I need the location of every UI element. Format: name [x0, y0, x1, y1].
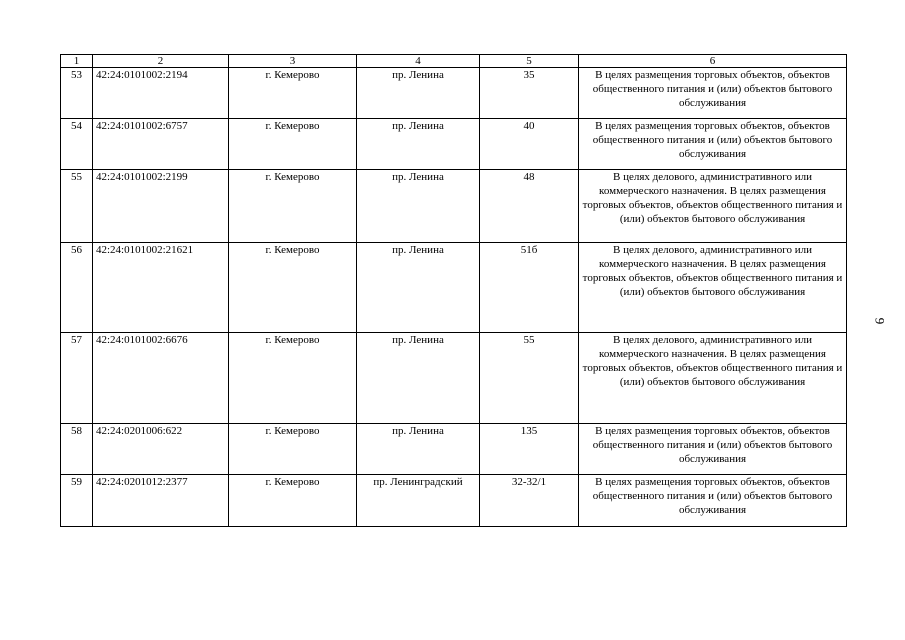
row-number: 58: [61, 424, 93, 475]
column-header: 6: [579, 55, 847, 68]
column-header: 4: [357, 55, 480, 68]
cadastral-number: 42:24:0201012:2377: [93, 475, 229, 527]
row-number: 57: [61, 333, 93, 424]
street: пр. Ленина: [357, 170, 480, 243]
table-row: [61, 243, 847, 333]
row-number: 54: [61, 119, 93, 170]
table-row: [61, 68, 847, 119]
cadastral-number: 42:24:0101002:21621: [93, 243, 229, 333]
column-header: 3: [229, 55, 357, 68]
table-row: [61, 119, 847, 170]
street: пр. Ленинградский: [357, 475, 480, 527]
cadastral-number: 42:24:0201006:622: [93, 424, 229, 475]
house-number: 135: [480, 424, 579, 475]
city: г. Кемерово: [229, 243, 357, 333]
usage-purpose: В целях размещения торговых объектов, объектов общественного питания и (или) объектов бытового обслуживания: [579, 424, 847, 475]
table-header-row: [61, 55, 847, 68]
usage-purpose: В целях размещения торговых объектов, объектов общественного питания и (или) объектов бытового обслуживания: [579, 119, 847, 170]
row-number: 56: [61, 243, 93, 333]
table-row: [61, 170, 847, 243]
house-number: 32-32/1: [480, 475, 579, 527]
street: пр. Ленина: [357, 243, 480, 333]
column-header: 5: [480, 55, 579, 68]
page-number: 9: [872, 317, 888, 325]
house-number: 35: [480, 68, 579, 119]
column-header: 1: [61, 55, 93, 68]
house-number: 40: [480, 119, 579, 170]
usage-purpose: В целях делового, административного или коммерческого назначения. В целях размещения торговых объектов, объектов общественного питания и (или) объектов бытового обслуживания: [579, 333, 847, 424]
table-row: [61, 424, 847, 475]
usage-purpose: В целях размещения торговых объектов, объектов общественного питания и (или) объектов бытового обслуживания: [579, 475, 847, 527]
cadastral-number: 42:24:0101002:6676: [93, 333, 229, 424]
street: пр. Ленина: [357, 424, 480, 475]
usage-purpose: В целях делового, административного или коммерческого назначения. В целях размещения торговых объектов, объектов общественного питания и (или) объектов бытового обслуживания: [579, 243, 847, 333]
house-number: 48: [480, 170, 579, 243]
cadastral-number: 42:24:0101002:2194: [93, 68, 229, 119]
city: г. Кемерово: [229, 170, 357, 243]
column-header: 2: [93, 55, 229, 68]
city: г. Кемерово: [229, 119, 357, 170]
usage-purpose: В целях размещения торговых объектов, объектов общественного питания и (или) объектов бытового обслуживания: [579, 68, 847, 119]
city: г. Кемерово: [229, 333, 357, 424]
city: г. Кемерово: [229, 424, 357, 475]
city: г. Кемерово: [229, 68, 357, 119]
house-number: 55: [480, 333, 579, 424]
usage-purpose: В целях делового, административного или коммерческого назначения. В целях размещения торговых объектов, объектов общественного питания и (или) объектов бытового обслуживания: [579, 170, 847, 243]
house-number: 51б: [480, 243, 579, 333]
cadastral-number: 42:24:0101002:6757: [93, 119, 229, 170]
street: пр. Ленина: [357, 68, 480, 119]
row-number: 53: [61, 68, 93, 119]
table-row: [61, 475, 847, 527]
row-number: 59: [61, 475, 93, 527]
street: пр. Ленина: [357, 333, 480, 424]
cadastral-number: 42:24:0101002:2199: [93, 170, 229, 243]
city: г. Кемерово: [229, 475, 357, 527]
street: пр. Ленина: [357, 119, 480, 170]
table-row: [61, 333, 847, 424]
property-table: [60, 54, 847, 527]
row-number: 55: [61, 170, 93, 243]
